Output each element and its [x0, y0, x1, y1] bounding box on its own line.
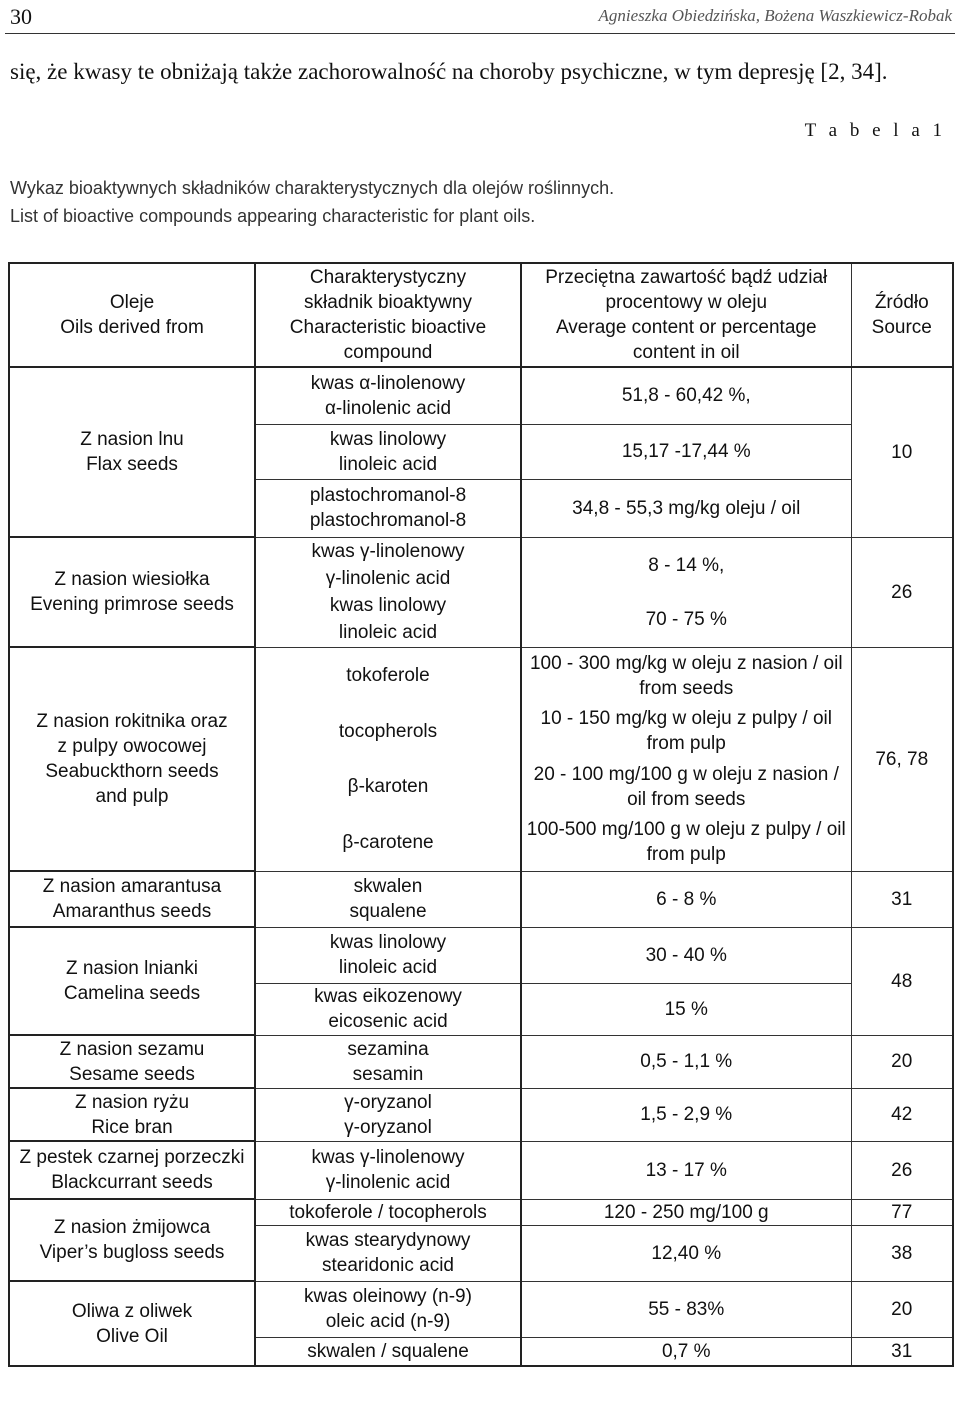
cell-content	[521, 424, 851, 479]
cell-content	[521, 927, 851, 983]
compound-name-line: skwalen / squalene	[307, 1340, 469, 1362]
cell-content	[521, 537, 851, 647]
content-value-item: 10 - 150 mg/kg w oleju z pulpy / oil from pulp	[540, 708, 832, 755]
cell-content	[521, 1141, 851, 1199]
content-value-line: 15 %	[664, 998, 708, 1020]
content-value-line: 120 - 250 mg/100 g	[603, 1201, 769, 1223]
compound-name-line: linoleic acid	[338, 957, 438, 978]
cell-source: 20	[851, 1281, 953, 1337]
header-compound	[255, 263, 521, 367]
plant-name-line: Z nasion wiesiołka	[54, 569, 210, 590]
cell-source: 31	[851, 871, 953, 927]
plant-name-line: Blackcurrant seeds	[51, 1172, 213, 1193]
header-source-line: Źródło	[874, 292, 929, 313]
content-value-line: 13 - 17 %	[645, 1159, 727, 1181]
header-source-line: Source	[871, 317, 932, 338]
body-paragraph: się, że kwasy te obniżają także zachorowalność na choroby psychiczne, w tym depresję [2, 34].	[10, 59, 888, 84]
table-caption-english: List of bioactive compounds appearing characteristic for plant oils.	[10, 206, 536, 226]
plant-name-line: Z nasion sezamu	[59, 1038, 205, 1060]
plant-name-line: Z pestek czarnej porzeczki	[19, 1147, 245, 1168]
content-value-line: 12,40 %	[651, 1242, 722, 1264]
header-oils	[9, 263, 255, 367]
cell-plant	[9, 927, 255, 1035]
compound-name-line: plastochromanol-8	[309, 485, 467, 506]
header-compound-line: Charakterystyczny	[309, 267, 467, 288]
compound-name-item: tocopherols	[338, 720, 438, 742]
cell-compound	[255, 1088, 521, 1141]
cell-plant	[9, 871, 255, 927]
cell-content	[521, 983, 851, 1035]
cell-compound	[255, 871, 521, 927]
cell-plant	[9, 1141, 255, 1199]
cell-source: 20	[851, 1035, 953, 1088]
cell-source: 48	[851, 927, 953, 1035]
content-value-line: 1,5 - 2,9 %	[640, 1104, 733, 1125]
cell-compound	[255, 1225, 521, 1281]
cell-compound	[255, 367, 521, 424]
cell-compound	[255, 537, 521, 647]
plant-name-line: Amaranthus seeds	[52, 901, 212, 922]
header-compound-line: Characteristic bioactive	[289, 317, 487, 338]
running-header-authors: Agnieszka Obiedzińska, Bożena Waszkiewicz-Robak	[598, 6, 952, 25]
header-compound-line: składnik bioaktywny	[304, 292, 472, 313]
plant-name-line: Sesame seeds	[69, 1063, 195, 1085]
cell-compound	[255, 1281, 521, 1337]
cell-compound	[255, 479, 521, 537]
table-row	[9, 647, 953, 871]
compound-name-line: kwas linolowy	[329, 932, 447, 953]
header-rule	[5, 33, 955, 34]
compound-name-line: kwas α-linolenowy	[310, 372, 466, 394]
compound-name-item: tokoferole	[346, 665, 430, 687]
cell-source: 42	[851, 1088, 953, 1141]
cell-plant	[9, 1088, 255, 1141]
compound-name-line: sesamin	[352, 1063, 424, 1085]
cell-content	[521, 1035, 851, 1088]
content-value-item: 100-500 mg/100 g w oleju z pulpy / oil from pulp	[526, 819, 846, 866]
cell-content	[521, 871, 851, 927]
compound-name-line: linoleic acid	[338, 453, 438, 475]
table-row	[9, 1281, 953, 1337]
content-value-line: 30 - 40 %	[645, 944, 727, 966]
cell-source: 76, 78	[851, 647, 953, 871]
plant-name-line: Z nasion amarantusa	[42, 876, 222, 897]
compound-name-line: sezamina	[347, 1038, 429, 1060]
compound-name-line: oleic acid (n-9)	[325, 1311, 451, 1332]
plant-name-line: and pulp	[95, 786, 169, 807]
cell-compound	[255, 647, 521, 871]
cell-plant	[9, 367, 255, 537]
content-value-line: 34,8 - 55,3 mg/kg oleju / oil	[572, 497, 801, 519]
plant-name-line: Evening primrose seeds	[30, 594, 234, 615]
cell-plant	[9, 537, 255, 647]
compound-name-line: γ-oryzanol	[344, 1116, 432, 1138]
header-compound-line: compound	[343, 342, 433, 363]
compound-name-item: kwas γ-linolenowy	[311, 541, 465, 562]
header-content-line: Przeciętna zawartość bądź udział	[545, 267, 828, 288]
cell-plant	[9, 1199, 255, 1281]
cell-content	[521, 1337, 851, 1366]
plant-name-line: Z nasion żmijowca	[53, 1217, 211, 1238]
cell-source: 10	[851, 367, 953, 537]
plant-name-line: Z nasion rokitnika oraz	[36, 711, 228, 732]
compound-name-line: kwas stearydynowy	[305, 1230, 471, 1251]
cell-compound	[255, 1035, 521, 1088]
compound-name-line: kwas γ-linolenowy	[311, 1147, 465, 1168]
header-content	[521, 263, 851, 367]
cell-compound	[255, 1337, 521, 1366]
table-label: T a b e l a 1	[804, 120, 946, 141]
cell-content	[521, 1088, 851, 1141]
bioactive-compounds-table-container	[8, 262, 954, 1367]
compound-name-line: skwalen	[353, 876, 423, 897]
compound-name-item: linoleic acid	[338, 622, 438, 643]
compound-name-line: kwas linolowy	[329, 428, 447, 450]
header-content-line: content in oil	[632, 342, 740, 363]
compound-name-item: β-carotene	[342, 831, 434, 853]
plant-name-line: Rice bran	[91, 1116, 173, 1138]
bioactive-compounds-table	[8, 262, 954, 1367]
plant-name-line: Olive Oil	[96, 1325, 168, 1347]
plant-name-line: Z nasion lnu	[80, 429, 184, 450]
compound-name-line: stearidonic acid	[321, 1255, 455, 1276]
cell-compound	[255, 424, 521, 479]
table-row	[9, 1088, 953, 1141]
content-value-line: 55 - 83%	[648, 1298, 725, 1320]
compound-name-item: γ-linolenic acid	[325, 568, 451, 589]
content-value-line: 15,17 -17,44 %	[621, 441, 751, 462]
compound-name-line: plastochromanol-8	[309, 510, 467, 531]
cell-content	[521, 1281, 851, 1337]
cell-content	[521, 367, 851, 424]
table-row	[9, 1199, 953, 1225]
cell-compound	[255, 983, 521, 1035]
content-value-line: 51,8 - 60,42 %,	[621, 385, 751, 407]
table-row	[9, 537, 953, 647]
content-value-line: 0,5 - 1,1 %	[640, 1051, 733, 1072]
compound-name-item: kwas linolowy	[329, 595, 447, 616]
header-content-line: Average content or percentage	[555, 317, 817, 338]
plant-name-line: Z nasion ryżu	[74, 1091, 190, 1113]
compound-name-line: kwas oleinowy (n-9)	[304, 1286, 472, 1307]
plant-name-line: Seabuckthorn seeds	[45, 761, 219, 782]
compound-name-line: γ-linolenic acid	[325, 1172, 451, 1193]
content-value-line: 6 - 8 %	[656, 888, 717, 910]
cell-content	[521, 479, 851, 537]
plant-name-line: Z nasion lnianki	[65, 958, 199, 979]
content-value-item: 70 - 75 %	[645, 608, 727, 630]
compound-name-line: tokoferole / tocopherols	[289, 1201, 487, 1223]
content-value-item: 20 - 100 mg/100 g w oleju z nasion / oil from seeds	[533, 763, 839, 810]
page-number: 30	[10, 4, 32, 29]
plant-name-line: z pulpy owocowej	[57, 736, 207, 757]
plant-name-line: Flax seeds	[86, 454, 178, 475]
cell-plant	[9, 647, 255, 871]
table-row	[9, 1141, 953, 1199]
table-caption-polish: Wykaz bioaktywnych składników charakterystycznych dla olejów roślinnych.	[10, 178, 615, 198]
header-content-line: procentowy w oleju	[605, 292, 768, 313]
cell-compound	[255, 1141, 521, 1199]
header-oils-line: Oils derived from	[60, 317, 204, 338]
compound-name-line: α-linolenic acid	[324, 397, 452, 419]
header-source	[851, 263, 953, 367]
content-value-item: 8 - 14 %,	[648, 554, 725, 576]
cell-plant	[9, 1035, 255, 1088]
plant-name-line: Oliwa z oliwek	[71, 1300, 193, 1322]
compound-name-line: eicosenic acid	[328, 1011, 448, 1032]
table-row	[9, 927, 953, 983]
compound-name-line: kwas eikozenowy	[314, 986, 462, 1007]
cell-compound	[255, 1199, 521, 1225]
compound-name-line: squalene	[349, 901, 427, 922]
cell-source: 31	[851, 1337, 953, 1366]
table-header-row	[9, 263, 953, 367]
cell-plant	[9, 1281, 255, 1366]
header-oils-line: Oleje	[109, 292, 155, 313]
content-value-item: 100 - 300 mg/kg w oleju z nasion / oil from seeds	[529, 652, 843, 699]
plant-name-line: Camelina seeds	[63, 983, 201, 1004]
cell-source: 77	[851, 1199, 953, 1225]
plant-name-line: Viper’s bugloss seeds	[39, 1242, 225, 1263]
cell-source: 26	[851, 1141, 953, 1199]
compound-name-line: γ-oryzanol	[344, 1091, 432, 1113]
compound-name-item: β-karoten	[347, 776, 429, 798]
cell-content	[521, 1225, 851, 1281]
table-row	[9, 367, 953, 424]
cell-compound	[255, 927, 521, 983]
cell-source: 38	[851, 1225, 953, 1281]
cell-content	[521, 1199, 851, 1225]
table-row	[9, 871, 953, 927]
cell-content	[521, 647, 851, 871]
content-value-line: 0,7 %	[661, 1340, 711, 1362]
cell-source: 26	[851, 537, 953, 647]
table-row	[9, 1035, 953, 1088]
